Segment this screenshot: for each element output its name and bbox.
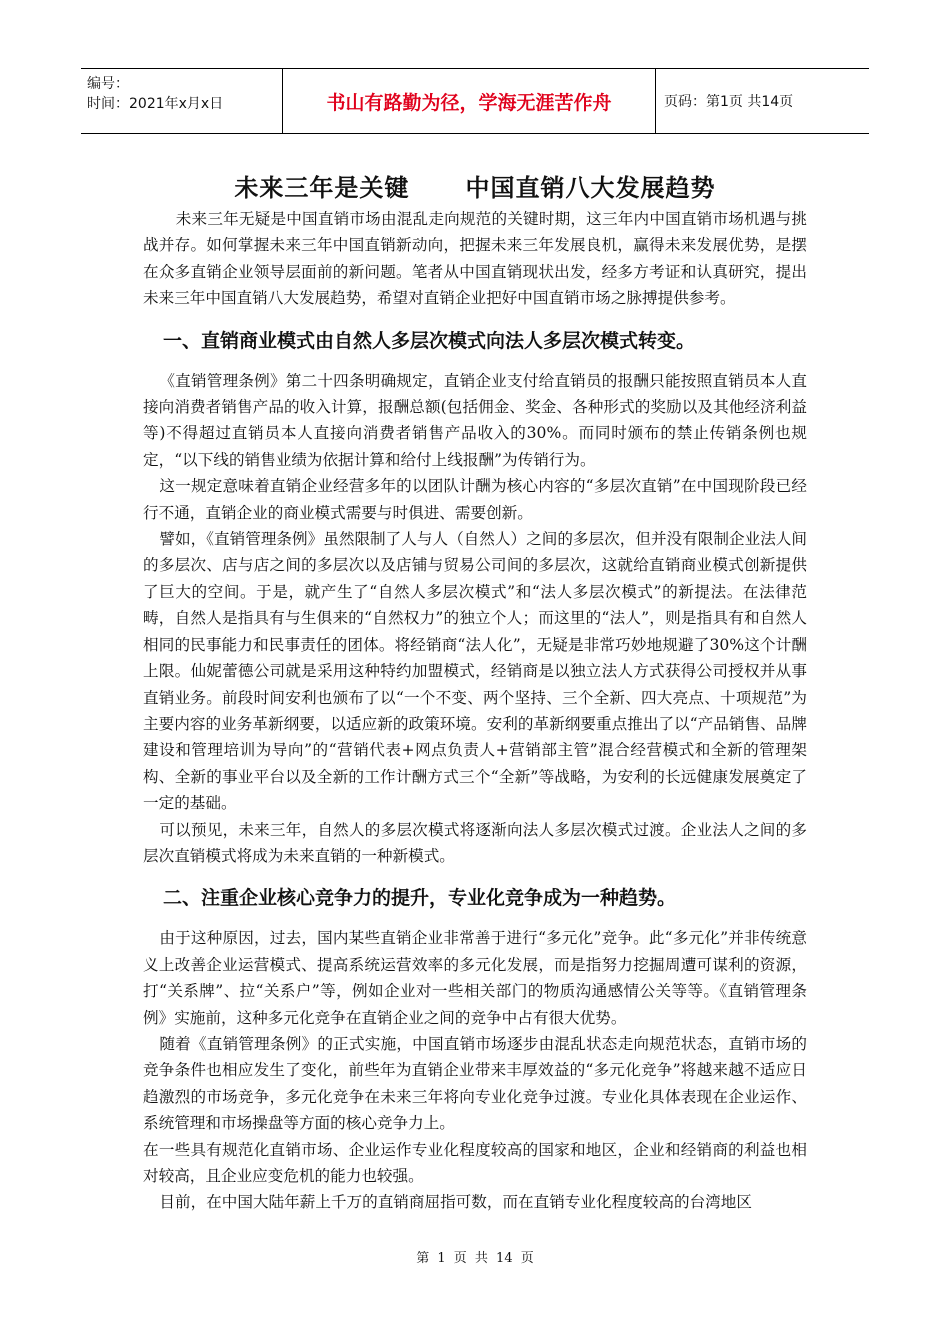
body-paragraph: 随着《直销管理条例》的正式实施，中国直销市场逐步由混乱状态走向规范状态，直销市场的竞争条件也相应发生了变化，前些年为直销企业带来丰厚效益的“多元化竞争”将越来越不适应日趋激烈的市场竞争，多元化竞争在未来三年将向专业化竞争过渡。专业化具体表现在企业运作、系统管理和市场操盘等方面的核心竞争力上。 <box>143 1034 807 1133</box>
header-meta-cell <box>81 69 282 133</box>
body-paragraph: 目前，在中国大陆年薪上千万的直销商屈指可数，而在直销专业化程度较高的台湾地区 <box>159 1193 752 1212</box>
body-paragraph: 《直销管理条例》第二十四条明确规定，直销企业支付给直销员的报酬只能按照直销员本人直接向消费者销售产品的收入计算，报酬总额(包括佣金、奖金、各种形式的奖励以及其他经济利益等)不得超过直销员本人直接向消费者销售产品收入的30%。而同时颁布的禁止传销条例也规定，“以下线的销售业绩为依据计算和给付上线报酬”为传销行为。 <box>143 371 807 469</box>
body-paragraph: 譬如，《直销管理条例》虽然限制了人与人（自然人）之间的多层次，但并没有限制企业法人间的多层次、店与店之间的多层次以及店铺与贸易公司间的多层次，这就给直销商业模式创新提供了巨大的空间。于是，就产生了“自然人多层次模式”和“法人多层次模式”的新提法。在法律范畴，自然人是指具有与生俱来的“自然权力”的独立个人；而这里的“法人”，则是指具有和自然人相同的民事能力和民事责任的团体。将经销商“法人化”，无疑是非常巧妙地规避了30%这个计酬上限。仙妮蕾德公司就是采用这种特约加盟模式，经销商是以独立法人方式获得公司授权并从事直销业务。前段时间安利也颁布了以“一个不变、两个坚持、三个全新、四大亮点、十项规范”为主要内容的业务革新纲要，以适应新的政策环境。安利的革新纲要重点推出了以“产品销售、品牌建设和管理培训为导向”的“营销代表+网点负责人+营销部主管”混合经营模式和全新的管理架构、全新的事业平台以及全新的工作计酬方式三个“全新”等战略，为安利的长远健康发展奠定了一定的基础。 <box>143 530 807 813</box>
page-footer: 第 1 页 共 14 页 <box>416 1251 534 1266</box>
header-table <box>81 68 869 134</box>
document-number-label: 编号： <box>87 76 129 92</box>
body-paragraph: 这一规定意味着直销企业经营多年的以团队计酬为核心内容的“多层次直销”在中国现阶段已经行不通，直销企业的商业模式需要与时俱进、需要创新。 <box>143 477 807 522</box>
intro-paragraph: 未来三年无疑是中国直销市场由混乱走向规范的关键时期，这三年内中国直销市场机遇与挑战并存。如何掌握未来三年中国直销新动向，把握未来三年发展良机，赢得未来发展优势，是摆在众多直销企业领导层面前的新问题。笔者从中国直销现状出发，经多方考证和认真研究，提出未来三年中国直销八大发展趋势，希望对直销企业把好中国直销市场之脉搏提供参考。 <box>143 210 807 308</box>
document-body <box>143 206 807 1216</box>
header-page-info: 页码：第1页 共14页 <box>664 94 794 110</box>
header-motto: 书山有路勤为径，学海无涯苦作舟 <box>282 69 656 133</box>
document-time-label: 时间：2021年x月x日 <box>87 96 224 112</box>
body-paragraph: 由于这种原因，过去，国内某些直销企业非常善于进行“多元化”竞争。此“多元化”并非传统意义上改善企业运营模式、提高系统运营效率的多元化发展，而是指努力挖掘周遭可谋利的资源，打“关系牌”、拉“关系户”等，例如企业对一些相关部门的物质沟通感情公关等等。《直销管理条例》实施前，这种多元化竞争在直销企业之间的竞争中占有很大优势。 <box>143 929 807 1027</box>
section-heading-1: 一、直销商业模式由自然人多层次模式向法人多层次模式转变。 <box>162 329 695 352</box>
section-heading-2: 二、注重企业核心竞争力的提升，专业化竞争成为一种趋势。 <box>162 887 676 910</box>
body-paragraph: 在一些具有规范化直销市场、企业运作专业化程度较高的国家和地区，企业和经销商的利益也相对较高，且企业应变危机的能力也较强。 <box>143 1140 807 1185</box>
body-paragraph: 可以预见，未来三年，自然人的多层次模式将逐渐向法人多层次模式过渡。企业法人之间的多层次直销模式将成为未来直销的一种新模式。 <box>143 820 807 865</box>
document-title: 未来三年是关键 中国直销八大发展趋势 <box>234 174 716 202</box>
